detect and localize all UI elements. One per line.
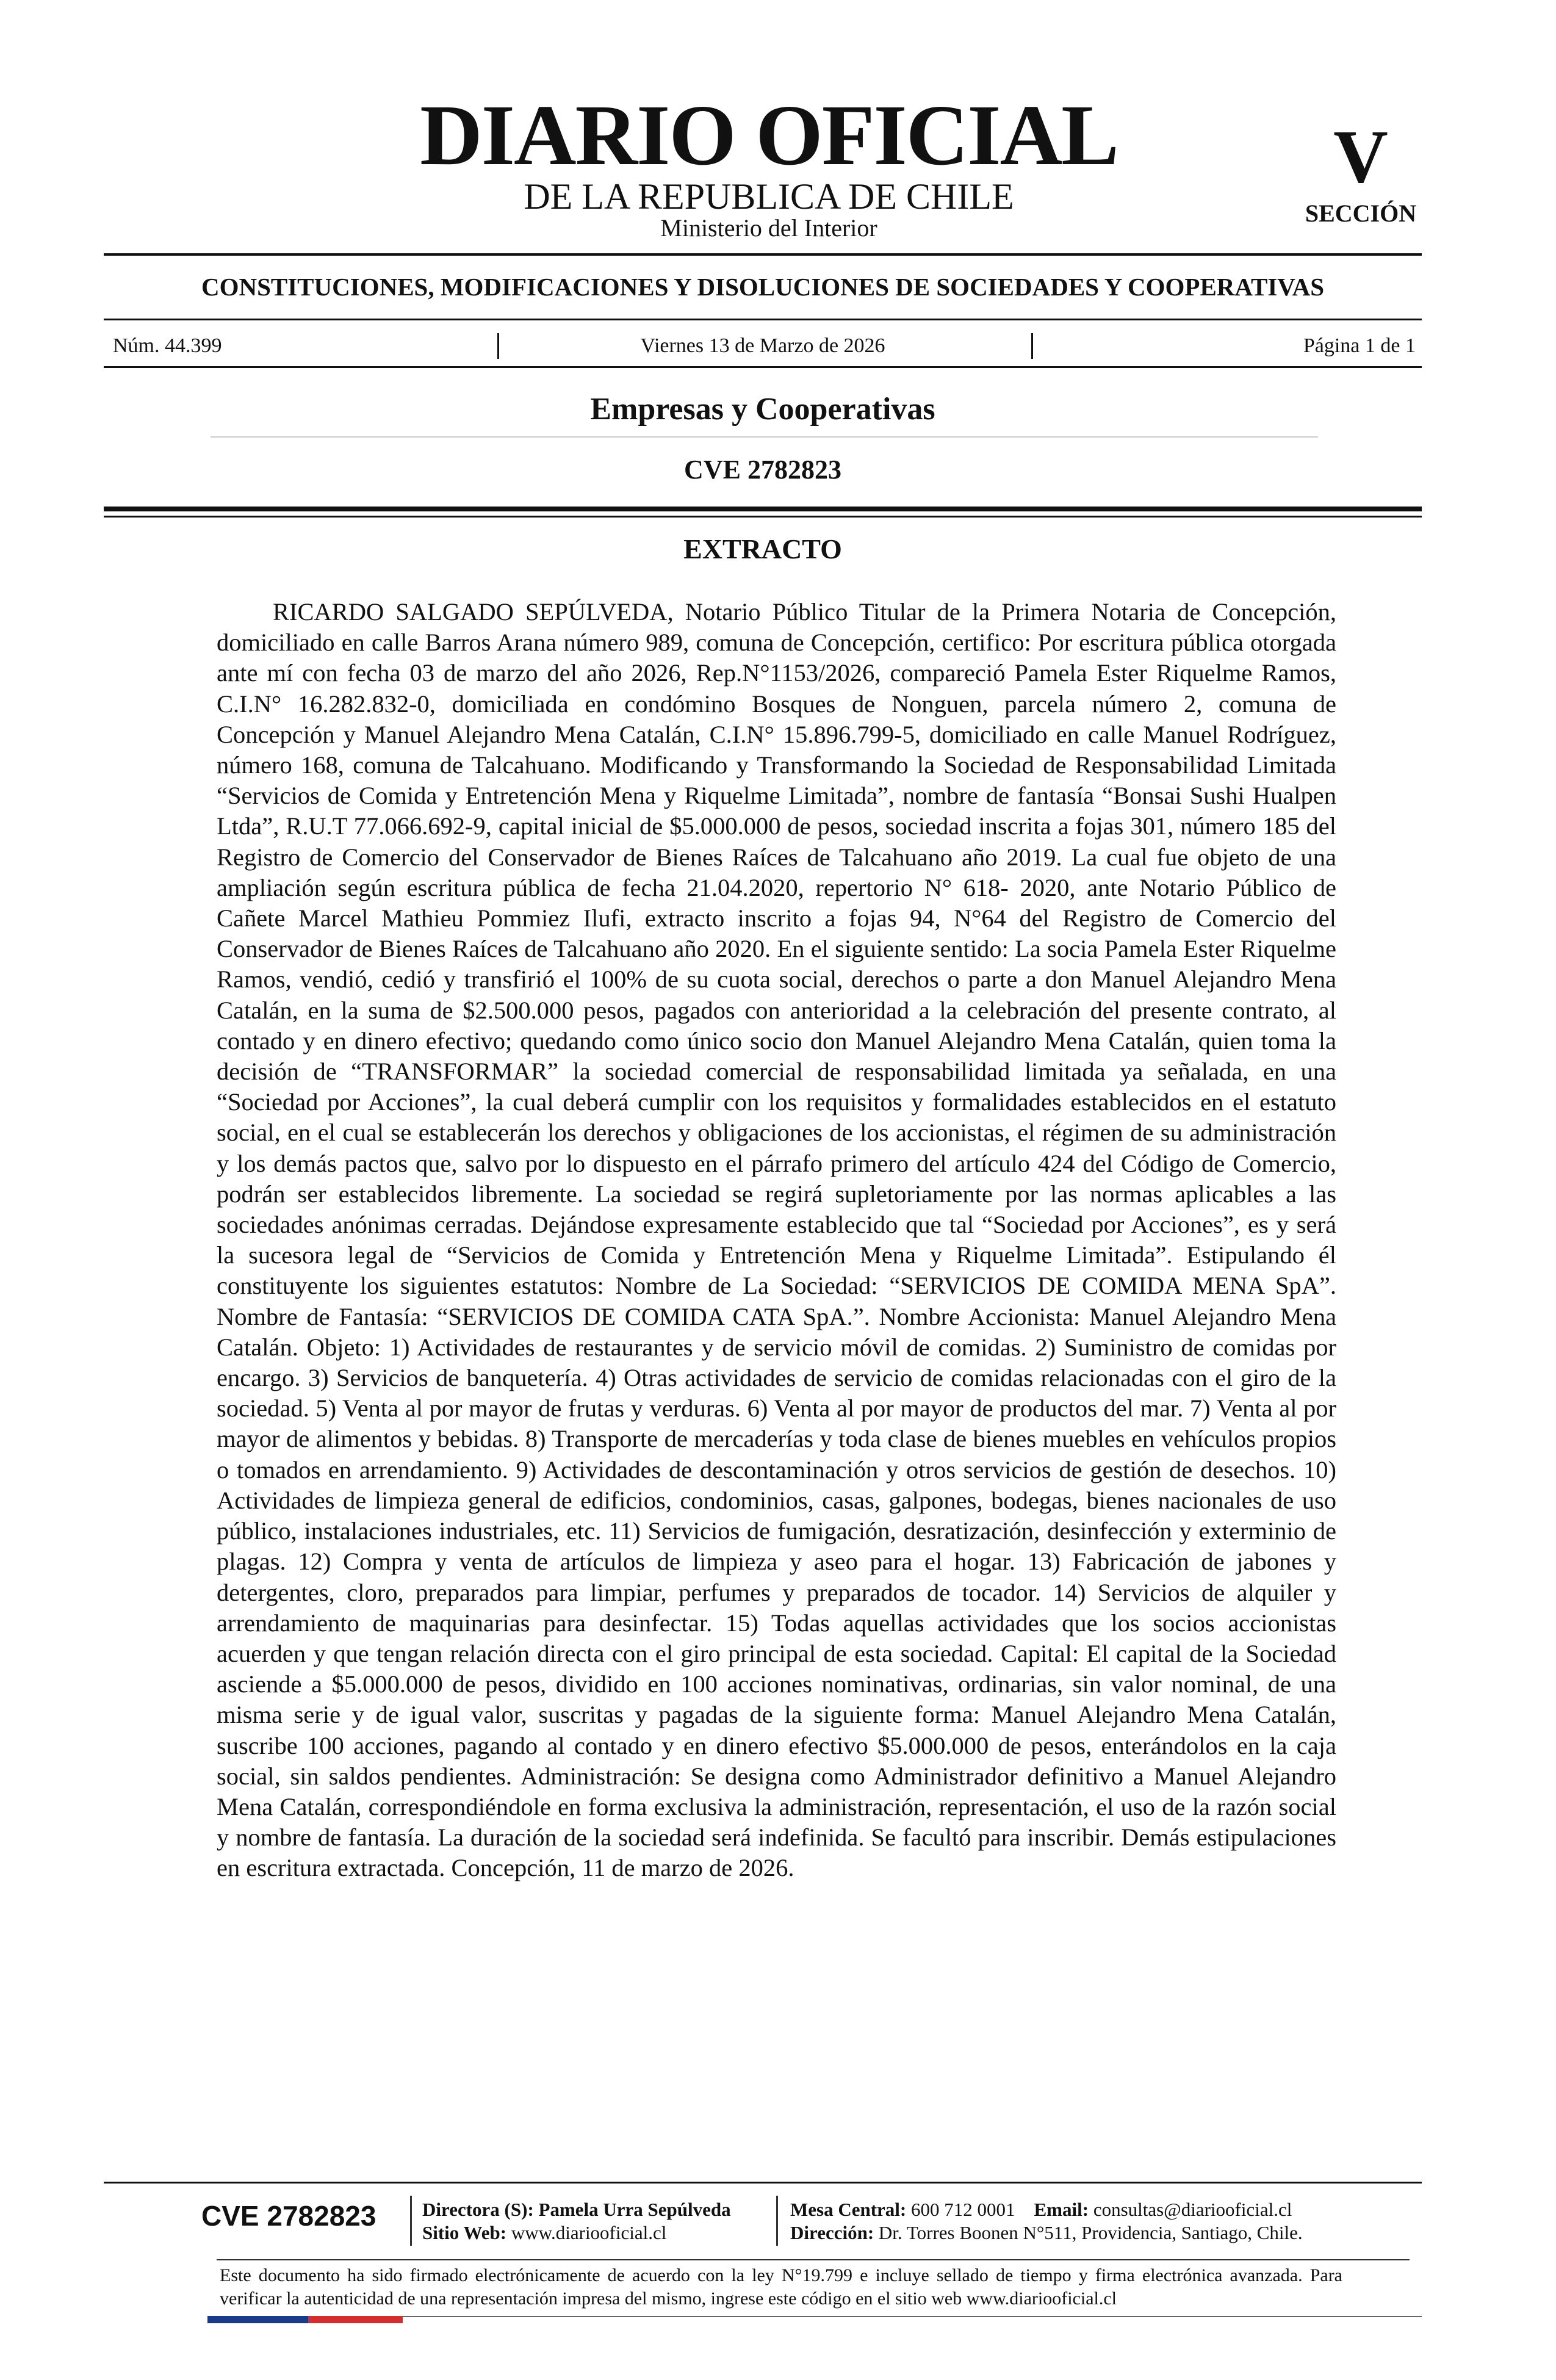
footer-phone-label: Mesa Central: <box>790 2199 907 2220</box>
footer-director: Directora (S): Pamela Urra Sepúlveda <box>422 2199 731 2220</box>
footer-cve: CVE 2782823 <box>201 2200 376 2232</box>
page-indicator: Página 1 de 1 <box>1303 334 1416 357</box>
footer-website-label: Sitio Web: <box>422 2222 507 2243</box>
divider-thick <box>104 507 1422 511</box>
separator <box>410 2196 412 2246</box>
footer-director-block <box>422 2198 731 2245</box>
footer-email-label: Email: <box>1034 2199 1089 2220</box>
section-number: V <box>1333 115 1388 198</box>
divider <box>104 366 1422 368</box>
masthead-subtitle: DE LA REPUBLICA DE CHILE <box>524 176 1014 217</box>
footer-legal-notice: Este documento ha sido firmado electrónicamente de acuerdo con la ley N°19.799 e incluye sellado de tiempo y firma electrónica avanzada. Para verificar la autenticidad de una representación impresa del mismo, ingrese este código en el sitio web www.diariooficial.cl <box>220 2265 1342 2309</box>
masthead-title: DIARIO OFICIAL <box>420 87 1118 183</box>
footer-phone: 600 712 0001 <box>911 2199 1015 2220</box>
extract-title: EXTRACTO <box>683 533 842 564</box>
section-name: Empresas y Cooperativas <box>590 392 935 427</box>
masthead-ministry: Ministerio del Interior <box>660 214 877 242</box>
footer-email-link[interactable]: consultas@diariooficial.cl <box>1093 2199 1292 2220</box>
flag-stripe-blue <box>207 2316 308 2323</box>
footer-contact-block <box>790 2198 1303 2245</box>
footer-website-link[interactable]: www.diariooficial.cl <box>511 2222 667 2243</box>
divider <box>211 436 1318 438</box>
flag-stripe-red <box>308 2316 403 2323</box>
section-label: SECCIÓN <box>1305 200 1417 227</box>
issue-date: Viernes 13 de Marzo de 2026 <box>640 334 885 357</box>
footer-address-label: Dirección: <box>790 2222 874 2243</box>
divider <box>104 253 1422 256</box>
separator <box>1031 333 1033 359</box>
footer-divider <box>104 2182 1422 2183</box>
category-heading: CONSTITUCIONES, MODIFICACIONES Y DISOLUCIONES DE SOCIEDADES Y COOPERATIVAS <box>201 273 1325 301</box>
separator <box>776 2196 778 2246</box>
footer-address: Dr. Torres Boonen N°511, Providencia, Santiago, Chile. <box>878 2222 1303 2243</box>
footer-divider <box>217 2259 1410 2260</box>
cve-code: CVE 2782823 <box>684 455 841 485</box>
divider <box>104 516 1422 517</box>
divider <box>104 319 1422 320</box>
extract-body: RICARDO SALGADO SEPÚLVEDA, Notario Público Titular de la Primera Notaria de Concepción, domiciliado en calle Barros Arana número 989, comuna de Concepción, certifico: Por escritura pública otorgada ante mí con fecha 03 de marzo del año 2026, Rep.N°1153/2026, compareció Pamela Ester Riquelme Ramos, C.I.N° 16.282.832-0, domiciliada en condómino Bosques de Nonguen, parcela número 2, comuna de Concepción y Manuel Alejandro Mena Catalán, C.I.N° 15.896.799-5, domiciliado en calle Manuel Rodríguez, número 168, comuna de Talcahuano. Modificando y Transformando la Sociedad de Responsabilidad Limitada “Servicios de Comida y Entretención Mena y Riquelme Limitada”, nombre de fantasía “Bonsai Sushi Hualpen Ltda”, R.U.T 77.066.692-9, capital inicial de $5.000.000 de pesos, sociedad inscrita a fojas 301, número 185 del Registro de Comercio del Conservador de Bienes Raíces de Talcahuano año 2019. La cual fue objeto de una ampliación según escritura pública de fecha 21.04.2020, repertorio N° 618- 2020, ante Notario Público de Cañete Marcel Mathieu Pommiez Ilufi, extracto inscrito a fojas 94, N°64 del Registro de Comercio del Conservador de Bienes Raíces de Talcahuano año 2020. En el siguiente sentido: La socia Pamela Ester Riquelme Ramos, vendió, cedió y transfirió el 100% de su cuota social, derechos o parte a don Manuel Alejandro Mena Catalán, en la suma de $2.500.000 pesos, pagados con anterioridad a la celebración del presente contrato, al contado y en dinero efectivo; quedando como único socio don Manuel Alejandro Mena Catalán, quien toma la decisión de “TRANSFORMAR” la sociedad comercial de responsabilidad limitada ya señalada, en una “Sociedad por Acciones”, la cual deberá cumplir con los requisitos y formalidades establecidos en el estatuto social, en el cual se establecerán los derechos y obligaciones de los accionistas, el régimen de su administración y los demás pactos que, salvo por lo dispuesto en el párrafo primero del artículo 424 del Código de Comercio, podrán ser establecidos libremente. La sociedad se regirá supletoriamente por las normas aplicables a las sociedades anónimas cerradas. Dejándose expresamente establecido que tal “Sociedad por Acciones”, es y será la sucesora legal de “Servicios de Comida y Entretención Mena y Riquelme Limitada”. Estipulando él constituyente los siguientes estatutos: Nombre de La Sociedad: “SERVICIOS DE COMIDA MENA SpA”. Nombre de Fantasía: “SERVICIOS DE COMIDA CATA SpA.”. Nombre Accionista: Manuel Alejandro Mena Catalán. Objeto: 1) Actividades de restaurantes y de servicio móvil de comidas. 2) Suministro de comidas por encargo. 3) Servicios de banquetería. 4) Otras actividades de servicio de comidas relacionadas con el giro de la sociedad. 5) Venta al por mayor de frutas y verduras. 6) Venta al por mayor de productos del mar. 7) Venta al por mayor de alimentos y bebidas. 8) Transporte de mercaderías y toda clase de bienes muebles en vehículos propios o tomados en arrendamiento. 9) Actividades de descontaminación y otros servicios de gestión de desechos. 10) Actividades de limpieza general de edificios, condominios, casas, galpones, bodegas, bienes nacionales de uso público, instalaciones industriales, etc. 11) Servicios de fumigación, desratización, desinfección y exterminio de plagas. 12) Compra y venta de artículos de limpieza y aseo para el hogar. 13) Fabricación de jabones y detergentes, cloro, preparados para limpiar, perfumes y preparados de tocador. 14) Servicios de alquiler y arrendamiento de maquinarias para desinfectar. 15) Todas aquellas actividades que los socios accionistas acuerden y que tengan relación directa con el giro principal de esta sociedad. Capital: El capital de la Sociedad asciende a $5.000.000 de pesos, dividido en 100 acciones nominativas, ordinarias, sin valor nominal, de una misma serie y de igual valor, suscritas y pagadas de la siguiente forma: Manuel Alejandro Mena Catalán, suscribe 100 acciones, pagando al contado y en dinero efectivo $5.000.000 de pesos, enterándolos en la caja social, sin saldos pendientes. Administración: Se designa como Administrador definitivo a Manuel Alejandro Mena Catalán, correspondiéndole en forma exclusiva la administración, representación, el uso de la razón social y nombre de fantasía. La duración de la sociedad será indefinida. Se facultó para inscribir. Demás estipulaciones en escritura extractada. Concepción, 11 de marzo de 2026. <box>217 598 1336 1882</box>
separator <box>497 333 499 359</box>
issue-number: Núm. 44.399 <box>113 334 222 357</box>
